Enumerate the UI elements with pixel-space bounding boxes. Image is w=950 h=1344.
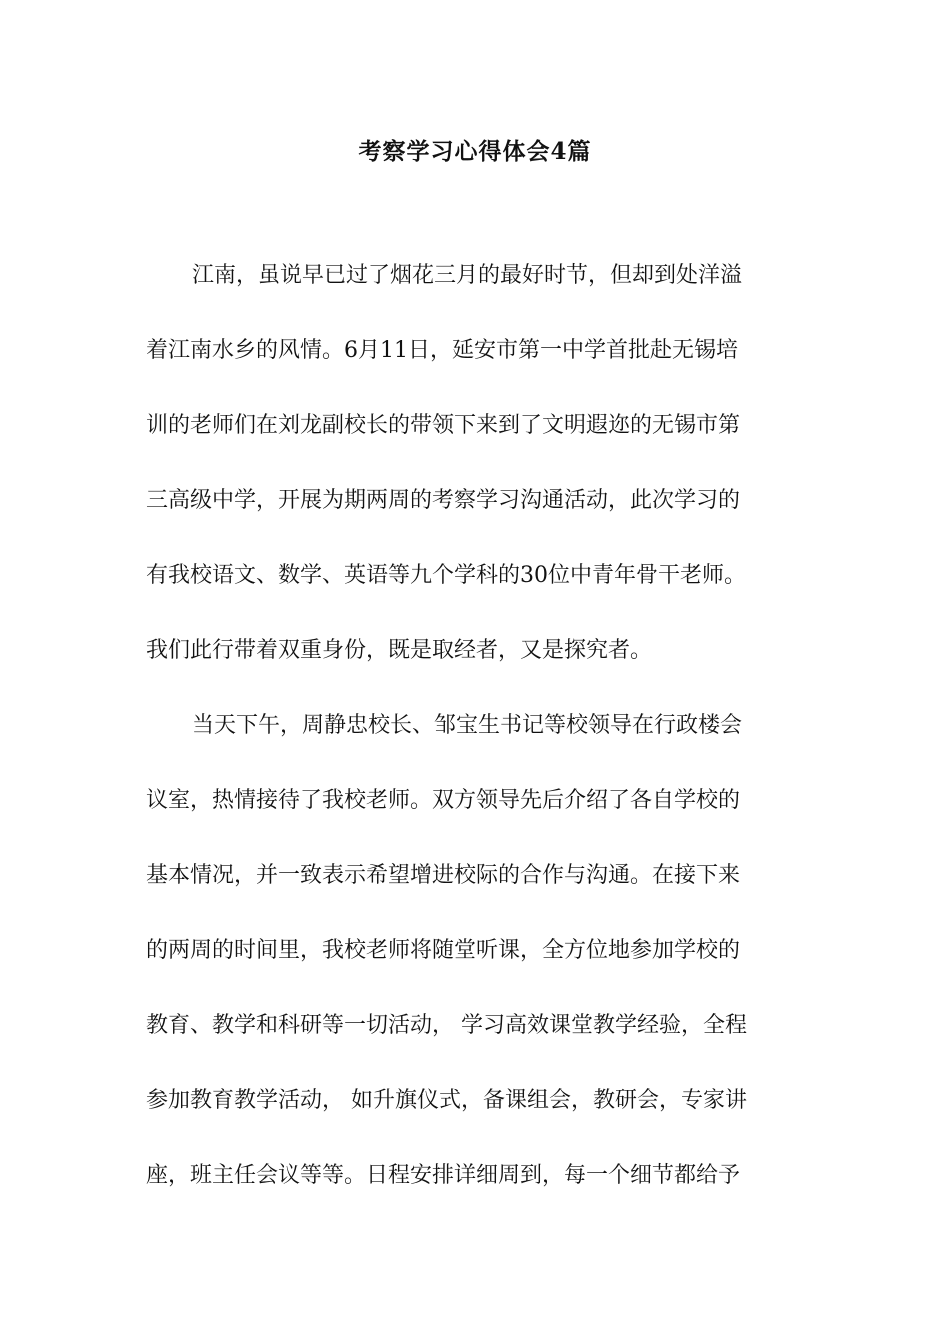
paragraph-2-line-7: 座，班主任会议等等。日程安排详细周到，每一个细节都给予 — [146, 1163, 741, 1188]
paragraph-2-line-2: 议室，热情接待了我校老师。双方领导先后介绍了各自学校的 — [146, 788, 741, 813]
paragraph-1-line-4: 三高级中学，开展为期两周的考察学习沟通活动，此次学习的 — [146, 488, 741, 513]
paragraph-1-line-5: 有我校语文、数学、英语等九个学科的30位中青年骨干老师。 — [146, 563, 746, 588]
document-body — [146, 254, 806, 1229]
paragraph-1-line-1: 江南，虽说早已过了烟花三月的最好时节，但却到处洋溢 — [192, 263, 743, 288]
paragraph-2-line-6: 参加教育教学活动， 如升旗仪式，备课组会，教研会，专家讲 — [146, 1088, 747, 1113]
document-title: 考察学习心得体会4篇 — [358, 138, 592, 165]
paragraph-1-line-2: 着江南水乡的风情。6月11日，延安市第一中学首批赴无锡培 — [146, 338, 738, 363]
paragraph-2-line-5: 教育、教学和科研等一切活动， 学习高效课堂教学经验，全程 — [146, 1013, 747, 1038]
paragraph-2-line-3: 基本情况，并一致表示希望增进校际的合作与沟通。在接下来 — [146, 863, 741, 888]
paragraph-2-line-4: 的两周的时间里，我校老师将随堂听课，全方位地参加学校的 — [146, 938, 741, 963]
paragraph-1-line-3: 训的老师们在刘龙副校长的带领下来到了文明遐迩的无锡市第 — [146, 413, 741, 438]
paragraph-2-line-1: 当天下午，周静忠校长、邹宝生书记等校领导在行政楼会 — [192, 713, 743, 738]
paragraph-1-line-6: 我们此行带着双重身份，既是取经者，又是探究者。 — [146, 638, 653, 663]
